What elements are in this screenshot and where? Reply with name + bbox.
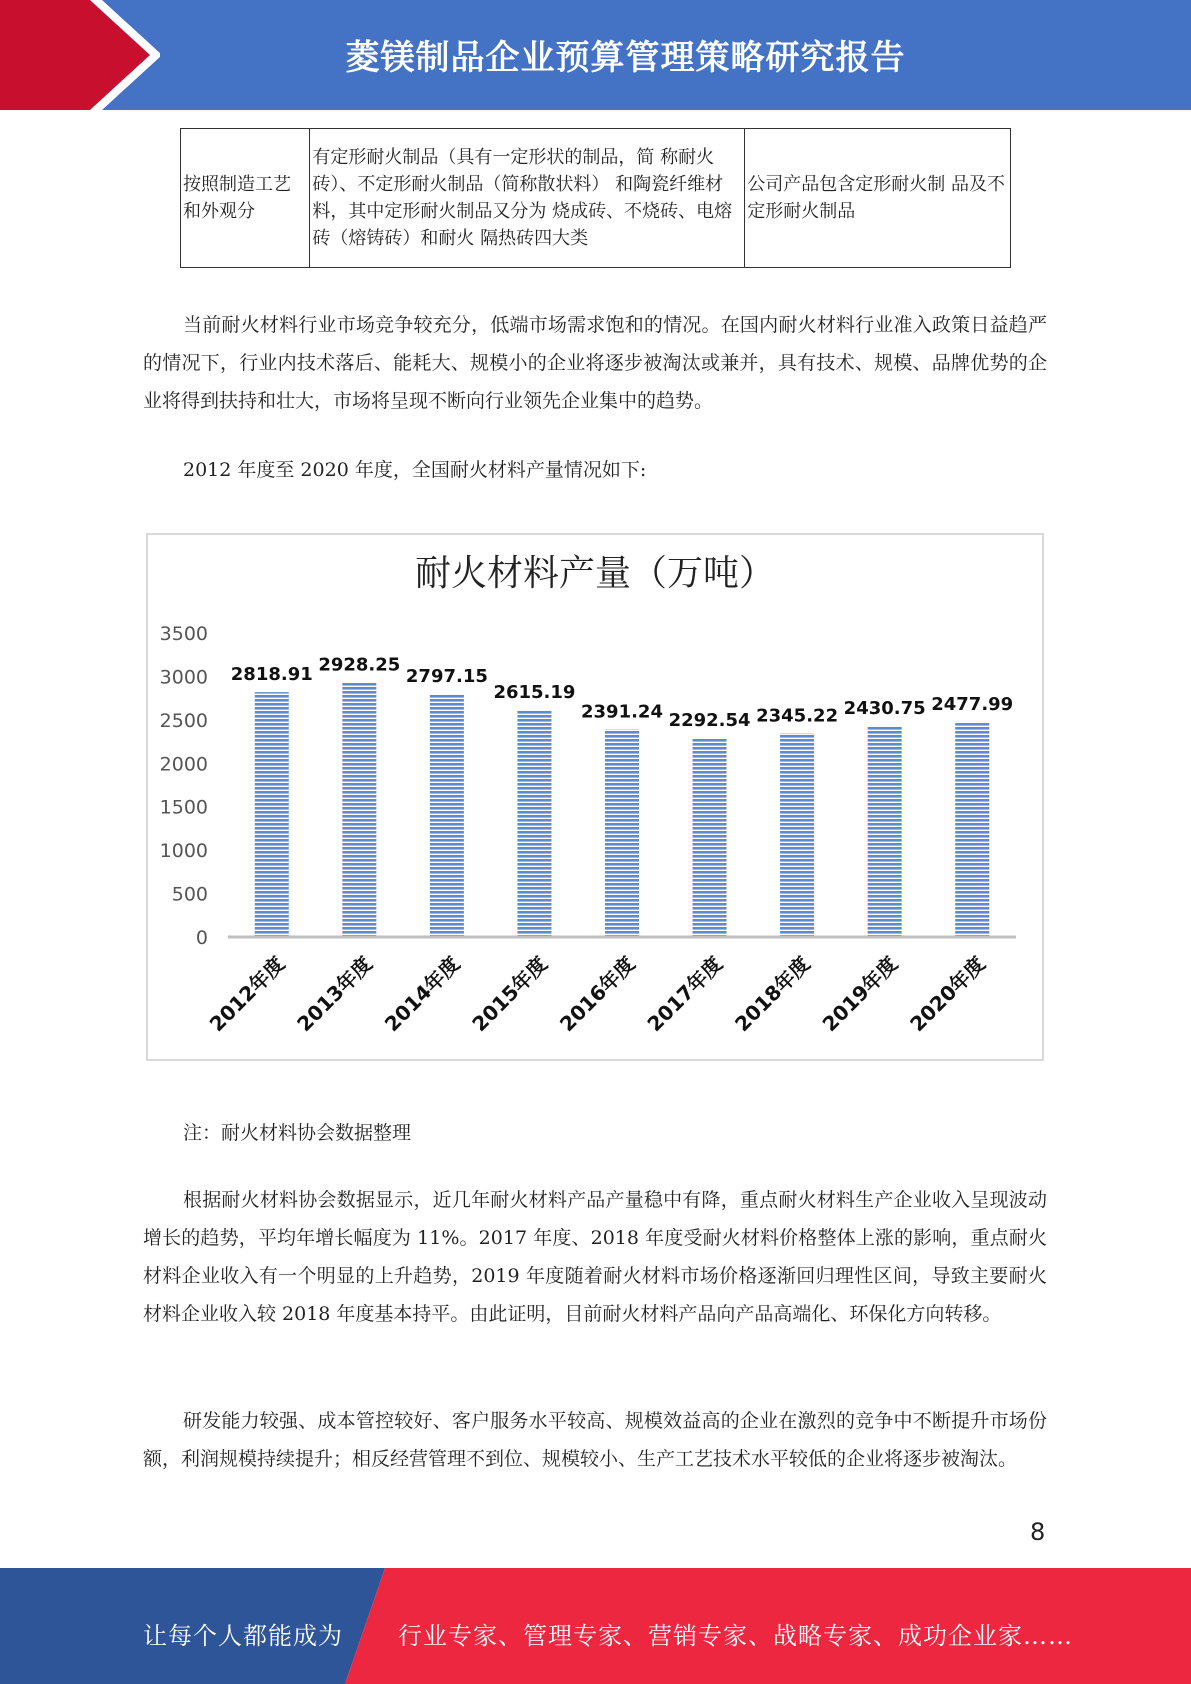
x-tick-label: 2013年度 xyxy=(292,951,377,1037)
x-tick-label: 2015年度 xyxy=(467,951,552,1037)
footer-slogan-left: 让每个人都能成为 xyxy=(143,1622,343,1650)
paragraph-analysis: 根据耐火材料协会数据显示，近几年耐火材料产品产量稳中有降，重点耐火材料生产企业收入呈现波动增长的趋势，平均年增长幅度为 11%。2017 年度、2018 年度受耐火材料价格整体上涨的影响，重点耐火材料企业收入有一个明显的上升趋势，2019 年度随着耐火材料市场价格逐渐回归理性区间，导致主要耐火材料企业收入较 2018 年度基本持平。由此证明，目前耐火材料产品向产品高端化、环保化方向转移。 xyxy=(143,1189,1047,1325)
x-tick-label: 2016年度 xyxy=(554,951,640,1037)
y-tick-label: 1000 xyxy=(159,840,208,863)
footer-slogan-right: 行业专家、管理专家、营销专家、战略专家、成功企业家…… xyxy=(398,1622,1073,1650)
x-tick-label: 2017年度 xyxy=(642,951,728,1037)
x-tick-label: 2018年度 xyxy=(730,951,815,1037)
chart-note: 注：耐火材料协会数据整理 xyxy=(183,1122,412,1144)
y-tick-label: 3000 xyxy=(159,666,208,689)
x-tick-label: 2014年度 xyxy=(379,951,465,1037)
report-title: 菱镁制品企业预算管理策略研究报告 xyxy=(345,38,906,78)
bar xyxy=(517,710,551,937)
bar-value-label: 2292.54 xyxy=(668,709,751,731)
y-tick-label: 2000 xyxy=(159,753,208,776)
bar xyxy=(780,733,814,937)
y-tick-label: 0 xyxy=(195,927,208,949)
bar xyxy=(693,738,727,937)
y-tick-label: 500 xyxy=(171,883,208,906)
bar-value-label: 2345.22 xyxy=(756,705,839,727)
bar xyxy=(430,694,464,937)
bar xyxy=(342,683,376,937)
bar xyxy=(868,726,902,937)
bar-value-label: 2391.24 xyxy=(581,701,663,723)
production-chart-svg xyxy=(148,535,1042,1059)
bar xyxy=(955,722,989,937)
page-footer xyxy=(0,1568,1191,1684)
x-tick-label: 2019年度 xyxy=(817,951,903,1037)
bar-value-label: 2477.99 xyxy=(931,693,1014,715)
x-tick-label: 2012年度 xyxy=(204,951,290,1037)
y-axis xyxy=(160,623,208,949)
paragraph-chart-intro: 2012 年度至 2020 年度，全国耐火材料产量情况如下: xyxy=(183,459,647,481)
production-chart xyxy=(146,533,1044,1061)
paragraph-competition: 研发能力较强、成本管控较好、客户服务水平较高、规模效益高的企业在激烈的竞争中不断提升市场份额，利润规模持续提升；相反经营管理不到位、规模较小、生产工艺技术水平较低的企业将逐步被淘汰。 xyxy=(143,1410,1047,1470)
page-header xyxy=(0,0,1191,110)
bar-value-label: 2430.75 xyxy=(843,697,926,719)
y-tick-label: 1500 xyxy=(159,796,208,819)
bar xyxy=(255,692,289,937)
x-tick-label: 2020年度 xyxy=(905,951,990,1037)
bars xyxy=(231,655,1013,937)
paragraph-market: 当前耐火材料行业市场竞争较充分，低端市场需求饱和的情况。在国内耐火材料行业准入政策日益趋严的情况下，行业内技术落后、能耗大、规模小的企业将逐步被淘汰或兼并，具有技术、规模、品牌优势的企业将得到扶持和壮大，市场将呈现不断向行业领先企业集中的趋势。 xyxy=(143,314,1047,412)
bar-value-label: 2615.19 xyxy=(493,681,576,703)
page-number: 8 xyxy=(1030,1518,1046,1546)
bar-value-label: 2797.15 xyxy=(405,666,488,688)
x-axis xyxy=(205,937,1016,1036)
y-tick-label: 2500 xyxy=(159,709,208,732)
chart-title: 耐火材料产量（万吨） xyxy=(414,553,776,594)
classification-table xyxy=(180,128,1011,268)
table-cell-description: 有定形耐火制品（具有一定形状的制品，简 称耐火砖）、不定形耐火制品（简称散状料） 和陶瓷纤维材料，其中定形耐火制品又分为 烧成砖、不烧砖、电熔砖（熔铸砖）和耐火 隔热砖四大类 xyxy=(310,129,745,268)
y-tick-label: 3500 xyxy=(159,623,208,645)
table-cell-category: 按照制造工艺和外观分 xyxy=(181,129,310,268)
bar-value-label: 2818.91 xyxy=(230,664,313,686)
table-row xyxy=(181,129,1011,268)
table-cell-company: 公司产品包含定形耐火制 品及不定形耐火制品 xyxy=(745,129,1011,268)
bar-value-label: 2928.25 xyxy=(318,654,401,676)
bar xyxy=(605,729,639,937)
